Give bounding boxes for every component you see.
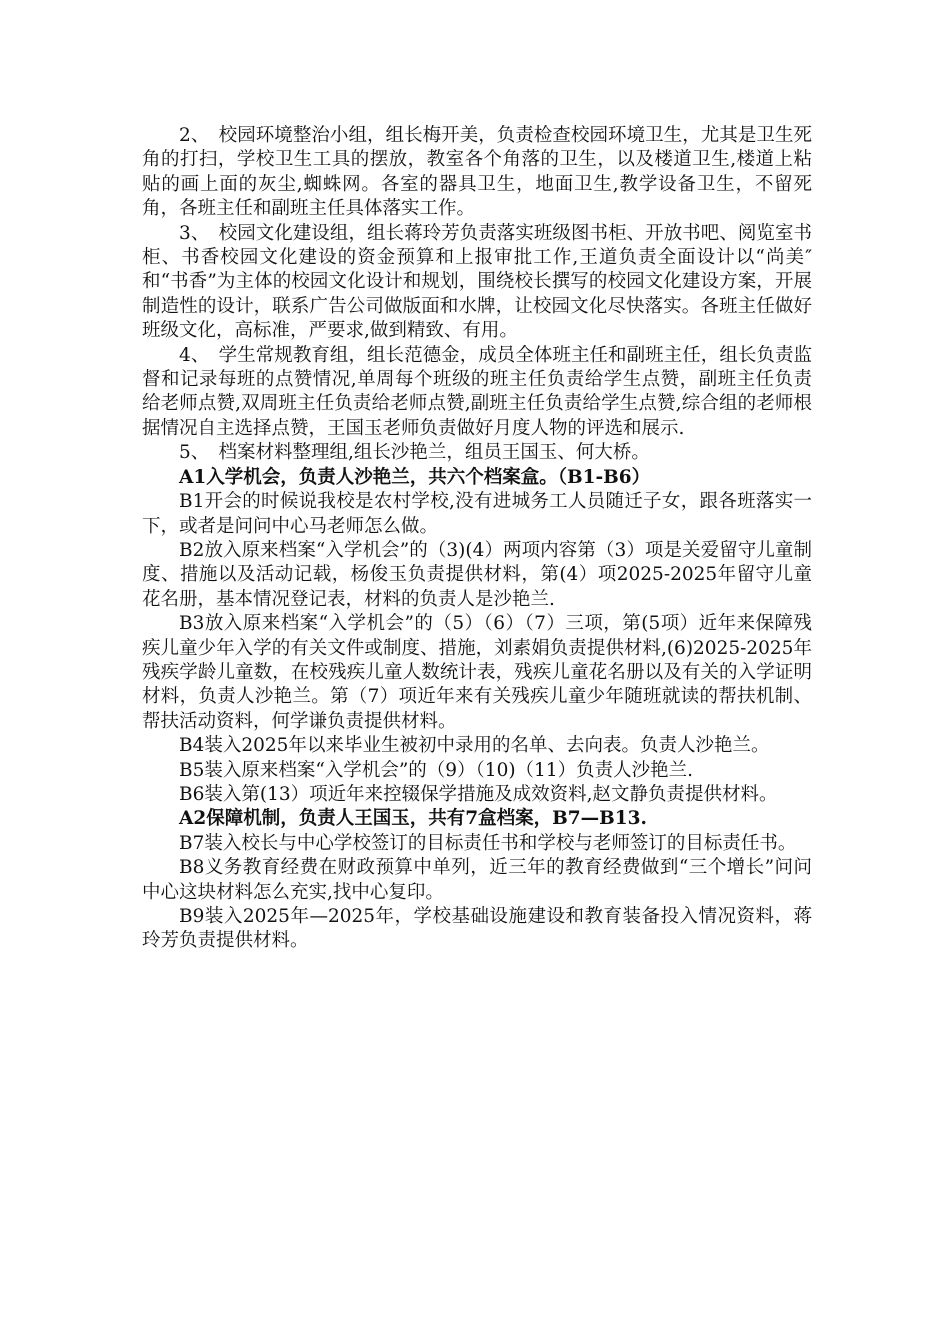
document-page	[142, 124, 812, 954]
paragraph-b9: B9装入2025年—2025年，学校基础设施建设和教育装备投入情况资料，蒋玲芳负责提供材料。	[142, 906, 812, 952]
paragraph-b2: B2放入原来档案“入学机会”的（3)(4）两项内容第（3）项是关爱留守儿童制度、措施以及活动记载，杨俊玉负责提供材料，第(4）项2025-2025年留守儿童花名册，基本情况登记表，材料的负责人是沙艳兰.	[142, 539, 812, 610]
paragraph-archive-group: 5、 档案材料整理组,组长沙艳兰，组员王国玉、何大桥。	[179, 442, 650, 464]
heading-a1-enrollment: A1入学机会，负责人沙艳兰，共六个档案盒。（B1-B6）	[179, 466, 651, 488]
paragraph-b3: B3放入原来档案“入学机会”的（5）（6）（7）三项，第(5项）近年来保障残疾儿童少年入学的有关文件或制度、措施，刘素娟负责提供材料,(6)2025-2025年残疾学龄儿童数，在校残疾儿童人数统计表，残疾儿童花名册以及有关的入学证明材料，负责人沙艳兰。第（7）项近年来有关残疾儿童少年随班就读的帮扶机制、帮扶活动资料，何学谦负责提供材料。	[142, 613, 812, 732]
paragraph-b7: B7装入校长与中心学校签订的目标责任书和学校与老师签订的目标责任书。	[179, 832, 797, 854]
paragraph-b8: B8义务教育经费在财政预算中单列，近三年的教育经费做到“三个增长”问问中心这块材料怎么充实,找中心复印。	[142, 857, 812, 903]
paragraph-b6: B6装入第(13）项近年来控辍保学措施及成效资料,赵文静负责提供材料。	[179, 783, 778, 805]
paragraph-culture-group: 3、 校园文化建设组，组长蒋玲芳负责落实班级图书柜、开放书吧、阅览室书柜、书香校园文化建设的资金预算和上报审批工作,王道负责全面设计以“尚美″和“书香”为主体的校园文化设计和规划，围绕校长撰写的校园文化建设方案，开展制造性的设计，联系广告公司做版面和水牌，让校园文化尽快落实。各班主任做好班级文化，高标准，严要求,做到精致、有用。	[142, 222, 812, 342]
paragraph-environment-group: 2、 校园环境整治小组，组长梅开美，负责检查校园环境卫生，尤其是卫生死角的打扫，学校卫生工具的摆放，教室各个角落的卫生，以及楼道卫生,楼道上粘贴的画上面的灰尘,蜘蛛网。各室的器具卫生，地面卫生,教学设备卫生，不留死角，各班主任和副班主任具体落实工作。	[142, 125, 812, 220]
paragraph-b1: B1开会的时候说我校是农村学校,没有进城务工人员随迁子女，跟各班落实一下，或者是问问中心马老师怎么做。	[142, 491, 812, 537]
heading-a2-guarantee: A2保障机制，负责人王国玉，共有7盒档案，B7—B13.	[179, 808, 647, 830]
paragraph-student-education-group: 4、 学生常规教育组，组长范德金，成员全体班主任和副班主任，组长负责监督和记录每班的点赞情况,单周每个班级的班主任负责给学生点赞，副班主任负责给老师点赞,双周班主任负责给老师点赞,副班主任负责给学生点赞,综合组的老师根据情况自主选择点赞，王国玉老师负责做好月度人物的评选和展示.	[142, 344, 812, 439]
paragraph-b5: B5装入原来档案“入学机会”的（9）（10)（11）负责人沙艳兰.	[179, 759, 693, 781]
paragraph-b4: B4装入2025年以来毕业生被初中录用的名单、去向表。负责人沙艳兰。	[179, 735, 770, 757]
